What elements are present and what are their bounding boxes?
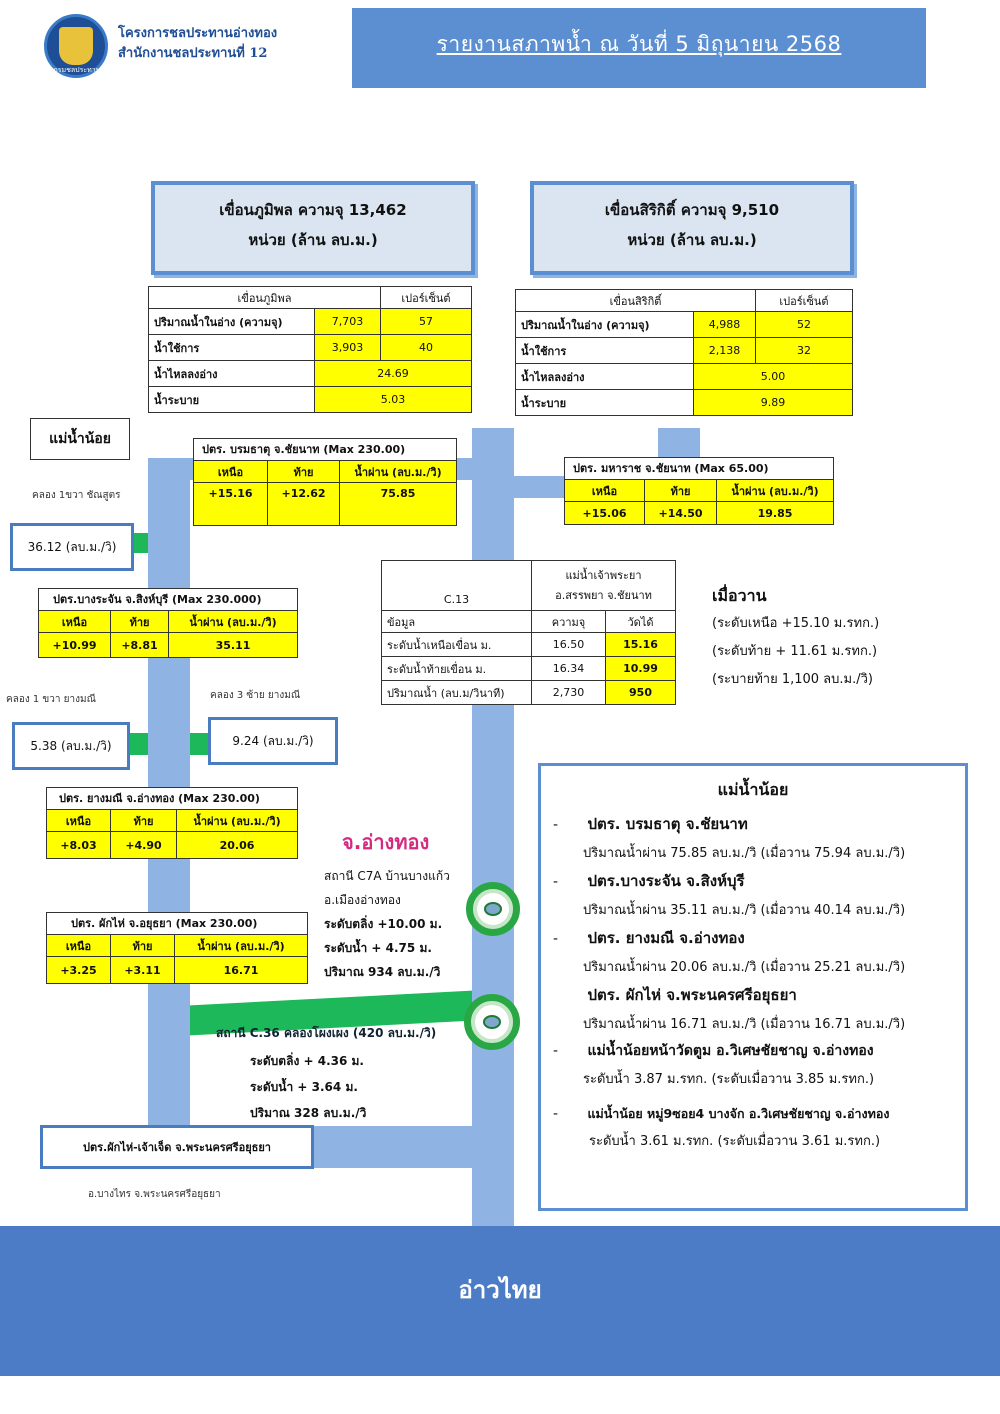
yangmani-upper: +8.03	[47, 832, 111, 858]
sirikit-inflow-value: 5.00	[694, 364, 853, 390]
department-logo	[44, 14, 108, 78]
sirikit-unit: หน่วย (ล้าน ลบ.ม.)	[627, 231, 757, 249]
c13-table	[381, 560, 676, 705]
bangrachan-flow: 35.11	[169, 633, 297, 657]
yangmani-col-flow: น้ำผ่าน (ลบ.ม./วิ)	[177, 810, 297, 832]
c7a-line-2: อ.เมืองอ่างทอง	[324, 893, 401, 907]
c36-title: สถานี C.36 คลองโผงเผง (420 ลบ.ม./วิ)	[216, 1026, 437, 1040]
organization-name	[118, 24, 277, 64]
phakhai-col-flow: น้ำผ่าน (ลบ.ม./วิ)	[175, 935, 307, 957]
summary-detail: ปริมาณน้ำผ่าน 75.85 ลบ.ม./วิ (เมื่อวาน 75.94 ลบ.ม./วิ)	[583, 846, 906, 861]
canal-chansut-link	[134, 533, 148, 553]
c13-row-capacity: 16.50	[532, 633, 606, 657]
maharaj-col-lower: ท้าย	[645, 480, 717, 502]
summary-item	[553, 812, 905, 863]
phakhai-title: ปตร. ผักไห่ จ.อยุธยา (Max 230.00)	[47, 913, 307, 935]
c36-line-2: ระดับน้ำ + 3.64 ม.	[250, 1080, 358, 1094]
sirikit-title: เขื่อนสิริกิติ์ ความจุ 9,510	[604, 201, 780, 219]
c13-header	[532, 561, 676, 611]
c13-row-capacity: 16.34	[532, 657, 606, 681]
report-title: รายงานสภาพน้ำ ณ วันที่ 5 มิถุนายน 2568	[436, 32, 842, 56]
c36-line-3: ปริมาณ 328 ลบ.ม./วิ	[250, 1106, 367, 1120]
bhumibol-release-value: 5.03	[315, 387, 472, 413]
c13-col-data: ข้อมูล	[382, 611, 532, 633]
yangmani-col-lower: ท้าย	[111, 810, 177, 832]
emblem-icon	[59, 27, 93, 65]
c7a-line-4: ระดับน้ำ + 4.75 ม.	[324, 941, 432, 955]
bhumibol-storage-value: 7,703	[315, 309, 381, 335]
yangmani-flow: 20.06	[177, 832, 297, 858]
c36-block	[250, 1048, 366, 1126]
boromathat-col-upper: เหนือ	[194, 461, 268, 483]
summary-head: ปตร. ยางมณี จ.อ่างทอง	[587, 929, 745, 947]
boromathat-col-lower: ท้าย	[268, 461, 340, 483]
boromathat-lower: +12.62	[268, 483, 340, 525]
bhumibol-usable-value: 3,903	[315, 335, 381, 361]
phakhai-upper: +3.25	[47, 957, 111, 983]
mae-nam-noi-text: แม่น้ำน้อย	[49, 431, 111, 447]
phakhai-col-lower: ท้าย	[111, 935, 175, 957]
c13-header-line1: แม่น้ำเจ้าพระยา	[565, 568, 642, 582]
report-header	[352, 8, 926, 88]
bhumibol-usable-label: น้ำใช้การ	[149, 335, 315, 361]
c13-row-measured: 10.99	[606, 657, 676, 681]
bhumibol-storage-label: ปริมาณน้ำในอ่าง (ความจุ)	[149, 309, 315, 335]
river-chao-phraya	[472, 428, 514, 1248]
c13-row-label: ระดับน้ำเหนือเขื่อน ม.	[382, 633, 532, 657]
summary-item	[553, 869, 905, 920]
org-line-1: โครงการชลประทานอ่างทอง	[118, 26, 278, 41]
sirikit-usable-percent: 32	[756, 338, 853, 364]
sirikit-storage-label: ปริมาณน้ำในอ่าง (ความจุ)	[516, 312, 694, 338]
c7a-line-5: ปริมาณ 934 ลบ.ม./วิ	[324, 965, 441, 979]
sirikit-table	[515, 289, 853, 416]
sirikit-usable-label: น้ำใช้การ	[516, 338, 694, 364]
khlong3-yangmani-value: 9.24 (ลบ.ม./วิ)	[232, 733, 314, 748]
yesterday-line-3: (ระบายท้าย 1,100 ลบ.ม./วิ)	[712, 672, 873, 687]
c36-line-1: ระดับตลิ่ง + 4.36 ม.	[250, 1054, 364, 1068]
phakhai-chaochet-box	[40, 1125, 314, 1169]
c13-row-capacity: 2,730	[532, 681, 606, 705]
canal-yangmani3-link	[190, 733, 208, 755]
sirikit-inflow-label: น้ำไหลลงอ่าง	[516, 364, 694, 390]
bhumibol-table	[148, 286, 472, 413]
phakhai-lower: +3.11	[111, 957, 175, 983]
yangmani-col-upper: เหนือ	[47, 810, 111, 832]
summary-dash: -	[553, 874, 559, 890]
summary-head: แม่น้ำน้อยหน้าวัดตูม อ.วิเศษชัยชาญ จ.อ่างทอง	[587, 1043, 874, 1059]
gulf-of-thailand	[0, 1226, 1000, 1376]
sirikit-col-name: เขื่อนสิริกิติ์	[516, 290, 756, 312]
sirikit-release-label: น้ำระบาย	[516, 390, 694, 416]
c36-gauge-icon	[464, 994, 520, 1050]
phakhai-chaochet-sub: อ.บางไทร จ.พระนครศรีอยุธยา	[88, 1189, 221, 1200]
yesterday-line-2: (ระดับท้าย + 11.61 ม.รทก.)	[712, 644, 878, 659]
station-bangrachan	[38, 588, 298, 658]
river-lower-junction	[300, 1126, 472, 1168]
summary-item	[553, 926, 905, 977]
summary-item	[553, 983, 905, 1034]
khlong-chansut-label: คลอง 1ขวา ชัณสูตร	[32, 490, 121, 501]
yesterday-block	[712, 582, 879, 694]
summary-head: แม่น้ำน้อย หมู่9ซอย4 บางจัก อ.วิเศษชัยชาญ จ.อ่างทอง	[587, 1106, 890, 1121]
c13-row-label: ปริมาณน้ำ (ลบ.ม/วินาที)	[382, 681, 532, 705]
sirikit-release-value: 9.89	[694, 390, 853, 416]
phakhai-col-upper: เหนือ	[47, 935, 111, 957]
sirikit-dam-header	[530, 181, 854, 275]
khlong1-yangmani-value-box	[12, 722, 130, 770]
station-phakhai	[46, 912, 308, 984]
maharaj-col-flow: น้ำผ่าน (ลบ.ม./วิ)	[717, 480, 833, 502]
yesterday-line-1: (ระดับเหนือ +15.10 ม.รทก.)	[712, 616, 880, 631]
khlong3-yangmani-value-box	[208, 717, 338, 765]
gulf-label: อ่าวไทย	[458, 1276, 542, 1304]
maharaj-flow: 19.85	[717, 502, 833, 524]
maharaj-lower: +14.50	[645, 502, 717, 524]
station-maharaj	[564, 457, 834, 525]
khlong-chansut-value-box	[10, 523, 134, 571]
station-yangmani	[46, 787, 298, 859]
logo-caption: กรมชลประทาน	[53, 66, 101, 74]
c7a-line-1: สถานี C7A บ้านบางแก้ว	[324, 869, 450, 883]
river-maharaj-link	[514, 476, 564, 498]
canal-yangmani1-link	[130, 733, 148, 755]
c13-col-capacity: ความจุ	[532, 611, 606, 633]
c13-row-label: ระดับน้ำท้ายเขื่อน ม.	[382, 657, 532, 681]
summary-detail: ปริมาณน้ำผ่าน 20.06 ลบ.ม./วิ (เมื่อวาน 25.21 ลบ.ม./วิ)	[583, 960, 906, 975]
sirikit-col-percent: เปอร์เซ็นต์	[756, 290, 853, 312]
summary-head: ปตร.บางระจัน จ.สิงห์บุรี	[587, 872, 745, 890]
bangrachan-title: ปตร.บางระจัน จ.สิงห์บุรี (Max 230.000)	[39, 589, 297, 611]
bhumibol-dam-header	[151, 181, 475, 275]
summary-detail: ปริมาณน้ำผ่าน 16.71 ลบ.ม./วิ (เมื่อวาน 16.71 ลบ.ม./วิ)	[583, 1017, 906, 1032]
bhumibol-col-percent: เปอร์เซ็นต์	[381, 287, 472, 309]
boromathat-title: ปตร. บรมธาตุ จ.ชัยนาท (Max 230.00)	[194, 439, 456, 461]
khlong-chansut-value: 36.12 (ลบ.ม./วิ)	[27, 539, 117, 554]
c13-row-measured: 15.16	[606, 633, 676, 657]
yangmani-title: ปตร. ยางมณี จ.อ่างทอง (Max 230.00)	[47, 788, 297, 810]
c7a-gauge-icon	[466, 882, 520, 936]
bhumibol-inflow-value: 24.69	[315, 361, 472, 387]
summary-dash: -	[553, 1106, 559, 1122]
bhumibol-storage-percent: 57	[381, 309, 472, 335]
maharaj-title: ปตร. มหาราช จ.ชัยนาท (Max 65.00)	[565, 458, 833, 480]
bhumibol-usable-percent: 40	[381, 335, 472, 361]
bangrachan-col-upper: เหนือ	[39, 611, 111, 633]
phakhai-flow: 16.71	[175, 957, 307, 983]
summary-head: ปตร. ผักไห่ จ.พระนครศรีอยุธยา	[587, 986, 797, 1004]
yangmani-lower: +4.90	[111, 832, 177, 858]
bangrachan-col-lower: ท้าย	[111, 611, 169, 633]
org-line-2: สำนักงานชลประทานที่ 12	[118, 46, 268, 61]
summary-mae-nam-noi	[538, 763, 968, 1211]
khlong3-yangmani-label: คลอง 3 ซ้าย ยางมณี	[210, 690, 301, 701]
boromathat-upper: +15.16	[194, 483, 268, 525]
summary-detail: ระดับน้ำ 3.87 ม.รทก. (ระดับเมื่อวาน 3.85 ม.รทก.)	[583, 1072, 875, 1087]
c13-header-line2: อ.สรรพยา จ.ชัยนาท	[555, 588, 652, 602]
khlong1-yangmani-value: 5.38 (ลบ.ม./วิ)	[30, 738, 112, 753]
c7a-line-3: ระดับตลิ่ง +10.00 ม.	[324, 917, 443, 931]
bangrachan-col-flow: น้ำผ่าน (ลบ.ม./วิ)	[169, 611, 297, 633]
summary-dash: -	[553, 1043, 559, 1059]
sirikit-storage-value: 4,988	[694, 312, 756, 338]
boromathat-flow: 75.85	[340, 483, 456, 525]
bangrachan-upper: +10.99	[39, 633, 111, 657]
bhumibol-title: เขื่อนภูมิพล ความจุ 13,462	[219, 201, 407, 219]
bangrachan-lower: +8.81	[111, 633, 169, 657]
maharaj-upper: +15.06	[565, 502, 645, 524]
phakhai-chaochet-label: ปตร.ผักไห่-เจ้าเจ็ด จ.พระนครศรีอยุธยา	[83, 1141, 271, 1154]
summary-detail: ระดับน้ำ 3.61 ม.รทก. (ระดับเมื่อวาน 3.61 ม.รทก.)	[589, 1134, 881, 1149]
summary-dash: -	[553, 817, 559, 833]
summary-head: ปตร. บรมธาตุ จ.ชัยนาท	[587, 815, 748, 833]
summary-item	[553, 1104, 889, 1151]
angthong-province: จ.อ่างทอง	[342, 830, 430, 854]
river-sirikit-inflow	[658, 428, 700, 460]
bhumibol-release-label: น้ำระบาย	[149, 387, 315, 413]
maharaj-col-upper: เหนือ	[565, 480, 645, 502]
khlong1-yangmani-label: คลอง 1 ขวา ยางมณี	[6, 694, 96, 705]
boromathat-col-flow: น้ำผ่าน (ลบ.ม./วิ)	[340, 461, 456, 483]
bhumibol-col-name: เขื่อนภูมิพล	[149, 287, 381, 309]
c13-col-measured: วัดได้	[606, 611, 676, 633]
c13-name: C.13	[382, 561, 532, 611]
summary-item	[553, 1040, 874, 1089]
summary-title: แม่น้ำน้อย	[717, 780, 789, 799]
summary-dash: -	[553, 931, 559, 947]
c13-row-measured: 950	[606, 681, 676, 705]
bhumibol-unit: หน่วย (ล้าน ลบ.ม.)	[248, 231, 378, 249]
station-boromathat	[193, 438, 457, 526]
bhumibol-inflow-label: น้ำไหลลงอ่าง	[149, 361, 315, 387]
summary-detail: ปริมาณน้ำผ่าน 35.11 ลบ.ม./วิ (เมื่อวาน 40.14 ลบ.ม./วิ)	[583, 903, 906, 918]
yesterday-title: เมื่อวาน	[712, 586, 767, 605]
mae-nam-noi-label	[30, 418, 130, 460]
sirikit-usable-value: 2,138	[694, 338, 756, 364]
sirikit-storage-percent: 52	[756, 312, 853, 338]
c7a-block	[324, 864, 450, 984]
